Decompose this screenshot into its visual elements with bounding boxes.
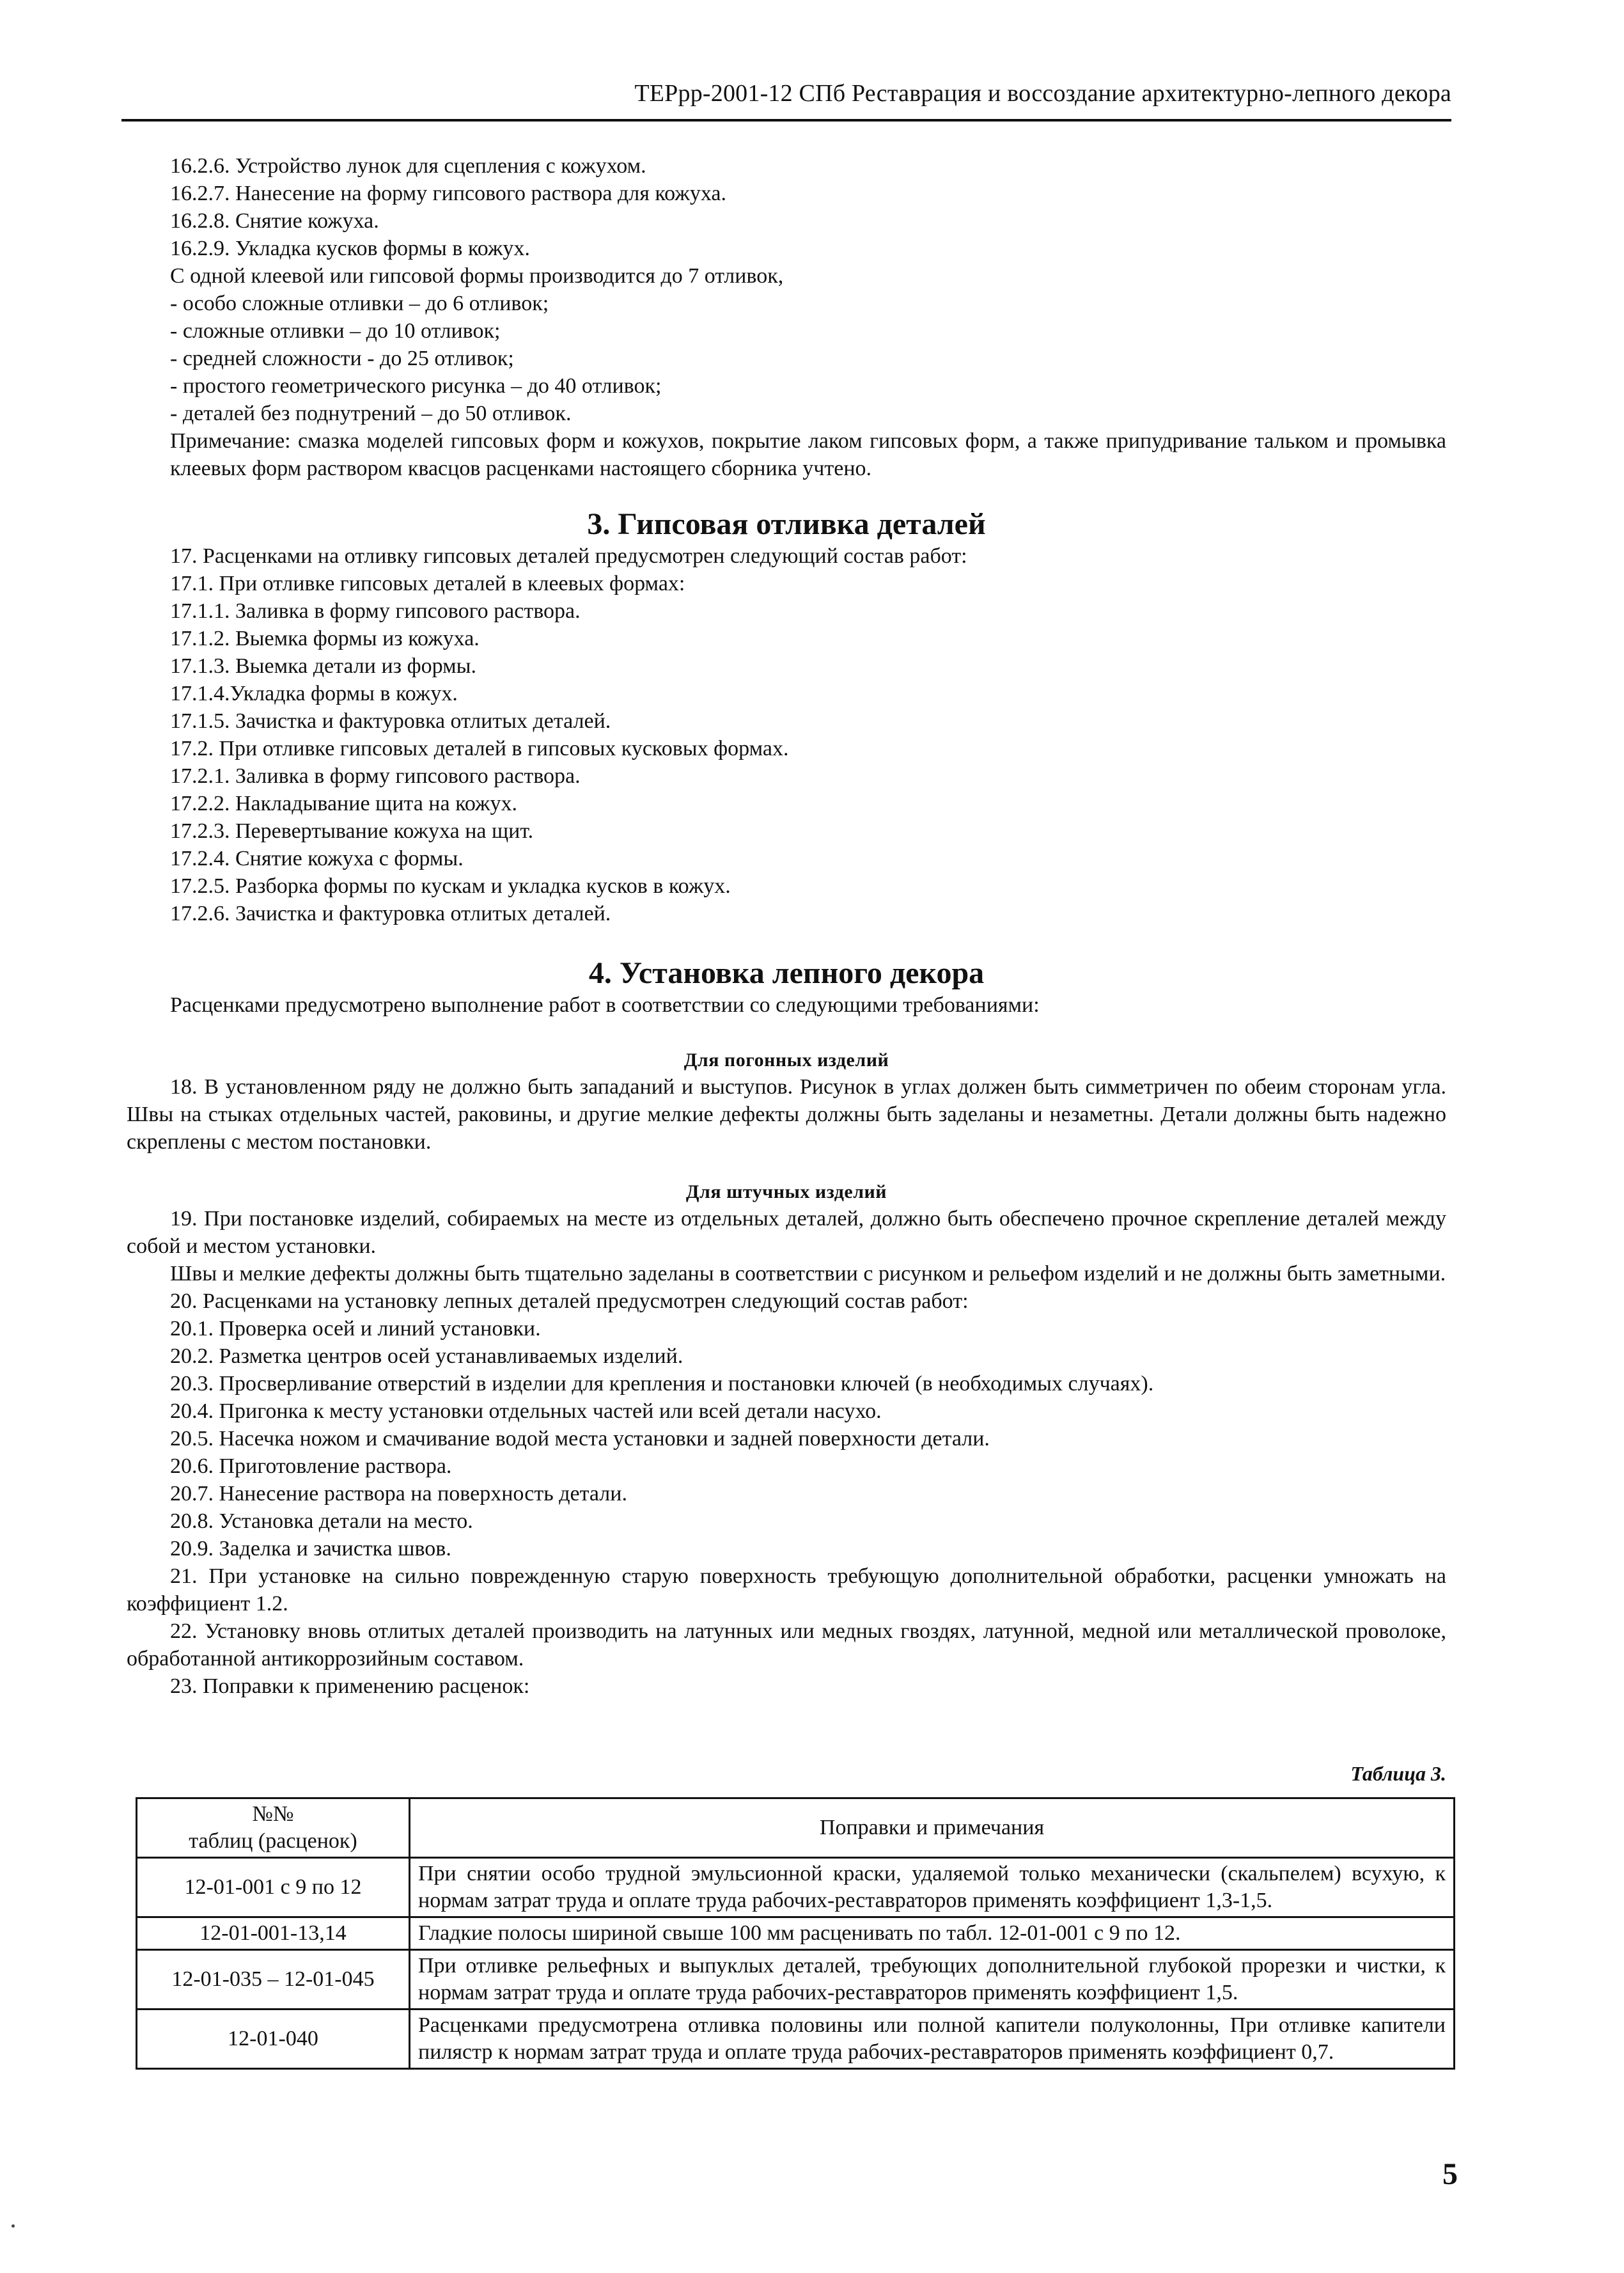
table-header-cell: Поправки и примечания: [410, 1798, 1455, 1858]
table-cell-code: 12-01-040: [137, 2010, 410, 2069]
intro-line: 16.2.7. Нанесение на форму гипсового раствора для кожуха.: [170, 182, 726, 205]
intro-line: - сложные отливки – до 10 отливок;: [170, 319, 501, 343]
table-cell-note: Гладкие полосы шириной свыше 100 мм расценивать по табл. 12-01-001 с 9 по 12.: [410, 1917, 1455, 1950]
list-item: 20.7. Нанесение раствора на поверхность детали.: [170, 1482, 627, 1506]
intro-line: - особо сложные отливки – до 6 отливок;: [170, 292, 549, 315]
intro-line: - деталей без поднутрений – до 50 отливок.: [170, 402, 572, 425]
list-item: 17.1. При отливке гипсовых деталей в клеевых формах:: [170, 572, 685, 595]
list-item: 20.4. Пригонка к месту установки отдельных частей или всей детали насухо.: [170, 1399, 882, 1423]
list-item: 17.2.2. Накладывание щита на кожух.: [170, 792, 518, 815]
intro-note: Примечание: смазка моделей гипсовых форм и кожухов, покрытие лаком гипсовых форм, а также припудривание тальком и промывка клеевых форм раствором квасцов расценками настоящего сборника учтено.: [170, 429, 1446, 480]
list-item: 17. Расценками на отливку гипсовых деталей предусмотрен следующий состав работ:: [170, 544, 967, 568]
intro-block: [127, 152, 1446, 482]
list-item: 20. Расценками на установку лепных деталей предусмотрен следующий состав работ:: [170, 1289, 969, 1313]
list-item: 17.2.5. Разборка формы по кускам и укладка кусков в кожух.: [170, 874, 731, 898]
list-item: 17.1.5. Зачистка и фактуровка отлитых деталей.: [170, 709, 611, 733]
paragraph-text: 22. Установку вновь отлитых деталей производить на латунных или медных гвоздях, латунной, медной или металлической проволоке, обработанной антикоррозийным составом.: [127, 1619, 1446, 1671]
list-item: 20.9. Заделка и зачистка швов.: [170, 1537, 451, 1561]
section-4-heading: 4. Установка лепного декора: [588, 956, 985, 990]
table-cell-note: При снятии особо трудной эмульсионной краски, удаляемой только механически (скальпелем) всухую, к нормам затрат труда и оплате труда рабочих-реставраторов применять коэффициент 1,3-1,5.: [410, 1858, 1455, 1917]
section-3-heading: 3. Гипсовая отливка деталей: [587, 507, 986, 541]
running-header: ТЕРрр-2001-12 СПб Реставрация и воссоздание архитектурно-лепного декора: [634, 80, 1451, 107]
table-header-cell: [137, 1798, 410, 1858]
list-item: 17.2.1. Заливка в форму гипсового раствора.: [170, 764, 581, 788]
list-item: 17.1.3. Выемка детали из формы.: [170, 654, 476, 678]
list-item: 17.2.4. Снятие кожуха с формы.: [170, 847, 464, 870]
scan-speck: [12, 2224, 15, 2228]
intro-line: - средней сложности - до 25 отливок;: [170, 347, 514, 370]
page-number: 5: [1442, 2157, 1458, 2191]
intro-line: - простого геометрического рисунка – до 40 отливок;: [170, 374, 662, 398]
table-row: [137, 1917, 1455, 1950]
paragraph-19: [127, 1205, 1446, 1700]
list-item: 23. Поправки к применению расценок:: [170, 1674, 530, 1698]
intro-line: 16.2.6. Устройство лунок для сцепления с кожухом.: [170, 154, 646, 178]
paragraph-text: Швы и мелкие дефекты должны быть тщательно заделаны в соответствии с рисунком и рельефом изделий и не должны быть заметными.: [170, 1262, 1446, 1286]
list-item: 17.1.1. Заливка в форму гипсового раствора.: [170, 599, 581, 623]
intro-line: 16.2.8. Снятие кожуха.: [170, 209, 379, 233]
table-row: [137, 1950, 1455, 2010]
paragraph-18: [127, 1073, 1446, 1156]
table-header-row: [137, 1798, 1455, 1858]
list-item: 20.6. Приготовление раствора.: [170, 1454, 452, 1478]
table-cell-note: Расценками предусмотрена отливка половины или полной капители полуколонны, При отливке капители пилястр к нормам затрат труда и оплате труда рабочих-реставраторов применять коэффициент 0,7.: [410, 2010, 1455, 2069]
header-line: таблиц (расценок): [189, 1829, 357, 1853]
list-item: 17.1.2. Выемка формы из кожуха.: [170, 627, 480, 650]
list-item: 20.1. Проверка осей и линий установки.: [170, 1317, 541, 1341]
table-cell-code: 12-01-001 с 9 по 12: [137, 1858, 410, 1917]
paragraph-text: 18. В установленном ряду не должно быть западаний и выступов. Рисунок в углах должен быть симметричен по обеим сторонам угла. Швы на стыках отдельных частей, раковины, и другие мелкие дефекты должны быть заделаны и незаметны. Детали должны быть надежно скреплены с местом постановки.: [127, 1075, 1446, 1154]
table-cell-code: 12-01-035 – 12-01-045: [137, 1950, 410, 2010]
subheading-piece-items: Для штучных изделий: [685, 1181, 887, 1202]
corrections-table: [136, 1797, 1455, 2070]
subheading-linear-items: Для погонных изделий: [683, 1050, 889, 1071]
list-item: 17.2.6. Зачистка и фактуровка отлитых деталей.: [170, 902, 611, 925]
list-item: 17.2. При отливке гипсовых деталей в гипсовых кусковых формах.: [170, 737, 789, 760]
paragraph-text: 21. При установке на сильно поврежденную старую поверхность требующую дополнительной обработки, расценки умножать на коэффициент 1.2.: [127, 1564, 1446, 1616]
list-item: 20.3. Просверливание отверстий в изделии для крепления и постановки ключей (в необходимых случаях).: [170, 1372, 1154, 1396]
list-item: 17.2.3. Перевертывание кожуха на щит.: [170, 819, 534, 843]
list-item: 20.8. Установка детали на место.: [170, 1509, 473, 1533]
table-cell-note: При отливке рельефных и выпуклых деталей, требующих дополнительной глубокой прорезки и чистки, к нормам затрат труда и оплате труда рабочих-реставраторов применять коэффициент 1,5.: [410, 1950, 1455, 2010]
list-item: 20.2. Разметка центров осей устанавливаемых изделий.: [170, 1344, 683, 1368]
table-row: [137, 2010, 1455, 2069]
section-4-intro: [127, 991, 1446, 1019]
intro-line: 16.2.9. Укладка кусков формы в кожух.: [170, 237, 530, 260]
table-row: [137, 1858, 1455, 1917]
list-item: 17.1.4.Укладка формы в кожух.: [170, 682, 458, 705]
header-line: №№: [252, 1802, 294, 1826]
table-caption: Таблица 3.: [1350, 1762, 1446, 1785]
paragraph-text: 19. При постановке изделий, собираемых на месте из отдельных деталей, должно быть обеспечено прочное скрепление деталей между собой и местом установки.: [127, 1207, 1446, 1258]
intro-line: С одной клеевой или гипсовой формы производится до 7 отливок,: [170, 264, 784, 288]
header-rule: [121, 119, 1451, 122]
section-3-body: [127, 542, 1446, 927]
list-item: 20.5. Насечка ножом и смачивание водой места установки и задней поверхности детали.: [170, 1427, 990, 1451]
section-4-intro-text: Расценками предусмотрено выполнение работ в соответствии со следующими требованиями:: [170, 993, 1040, 1017]
table-cell-code: 12-01-001-13,14: [137, 1917, 410, 1950]
